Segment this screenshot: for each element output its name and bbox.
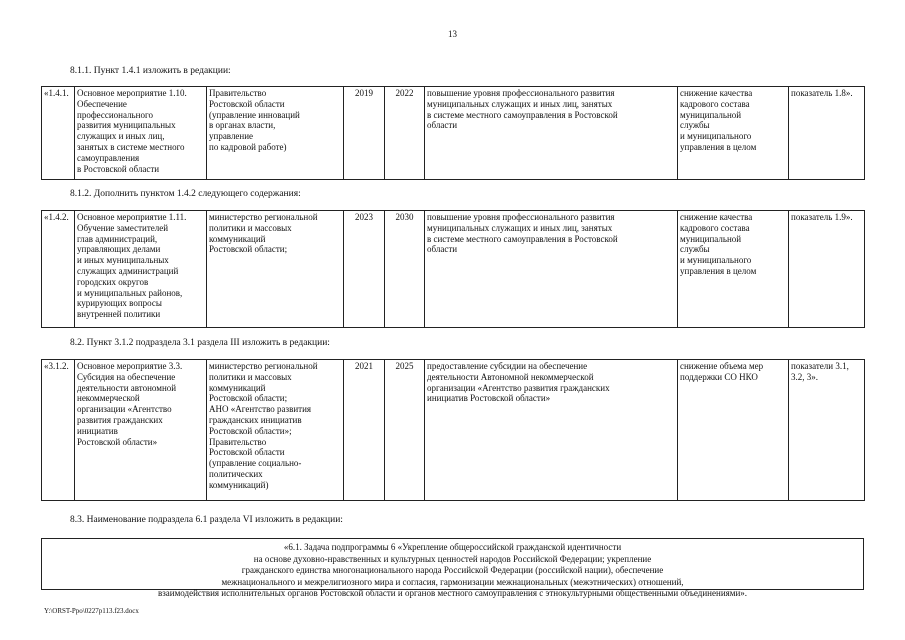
end-year: 2030	[385, 211, 425, 328]
event-name: Основное мероприятие 1.10. Обеспечение профессионального развития муниципальных служащих и иных лиц, занятых в системе местного самоуправления в Ростовской области	[75, 87, 207, 180]
expected-result: предоставление субсидии на обеспечение деятельности Автономной некоммерческой организации «Агентство развития гражданских инициатив Ростовской области»	[425, 360, 678, 501]
consequence: снижение качества кадрового состава муниципальной службы и муниципального управления в целом	[678, 87, 789, 180]
indicator-link: показатель 1.9».	[789, 211, 865, 328]
consequence: снижение качества кадрового состава муниципальной службы и муниципального управления в целом	[678, 211, 789, 328]
consequence: снижение объема мер поддержки СО НКО	[678, 360, 789, 501]
table-row	[42, 211, 865, 328]
end-year: 2022	[385, 87, 425, 180]
event-name: Основное мероприятие 1.11. Обучение заместителей глав администраций, управляющих делами и иных муниципальных служащих администраций городских округов и муниципальных районов, курирующих вопросы внутренней политики	[75, 211, 207, 328]
item-code: «3.1.2.	[42, 360, 75, 501]
event-name: Основное мероприятие 3.3. Субсидия на обеспечение деятельности автономной некоммерческой организации «Агентство развития гражданских инициатив Ростовской области»	[75, 360, 207, 501]
end-year: 2025	[385, 360, 425, 501]
start-year: 2021	[344, 360, 385, 501]
table-item-1-4-2	[41, 210, 865, 328]
start-year: 2019	[344, 87, 385, 180]
subsection-title-box: «6.1. Задача подпрограммы 6 «Укрепление общероссийской гражданской идентичности на основе духовно-нравственных и культурных ценностей народов Российской Федерации; укрепление гражданского единства многонационального народа Российской Федерации (российской нации), обеспечение межнационального и межрелигиозного мира и согласия, гармонизации межнациональных (межэтнических) отношений, взаимодействия исполнительных органов Ростовской области и органов местного самоуправления с этнокультурными общественными объединениями».	[41, 538, 864, 590]
section-caption-8-1-2: 8.1.2. Дополнить пунктом 1.4.2 следующего содержания:	[70, 189, 301, 199]
section-caption-8-1-1: 8.1.1. Пункт 1.4.1 изложить в редакции:	[70, 66, 231, 76]
page-number: 13	[448, 29, 457, 39]
table-item-3-1-2	[41, 359, 865, 501]
executor: Правительство Ростовской области (управление инноваций в органах власти, управление по кадровой работе)	[207, 87, 344, 180]
table-item-1-4-1	[41, 86, 865, 180]
expected-result: повышение уровня профессионального развития муниципальных служащих и иных лиц, занятых в системе местного самоуправления в Ростовской области	[425, 87, 678, 180]
item-code: «1.4.1.	[42, 87, 75, 180]
executor: министерство региональной политики и массовых коммуникаций Ростовской области;	[207, 211, 344, 328]
expected-result: повышение уровня профессионального развития муниципальных служащих и иных лиц, занятых в системе местного самоуправления в Ростовской области	[425, 211, 678, 328]
start-year: 2023	[344, 211, 385, 328]
section-caption-8-2: 8.2. Пункт 3.1.2 подраздела 3.1 раздела III изложить в редакции:	[70, 338, 330, 348]
indicator-link: показатель 1.8».	[789, 87, 865, 180]
executor: министерство региональной политики и массовых коммуникаций Ростовской области; АНО «Агентство развития гражданских инициатив Ростовской области»; Правительство Ростовской области (управление социально- политических коммуникаций)	[207, 360, 344, 501]
footer-file-path: Y:\ORST-Ppo\0227p113.f23.docx	[44, 607, 139, 615]
table-row	[42, 360, 865, 501]
section-caption-8-3: 8.3. Наименование подраздела 6.1 раздела VI изложить в редакции:	[70, 515, 343, 525]
indicator-link: показатели 3.1, 3.2, 3».	[789, 360, 865, 501]
item-code: «1.4.2.	[42, 211, 75, 328]
table-row	[42, 87, 865, 180]
